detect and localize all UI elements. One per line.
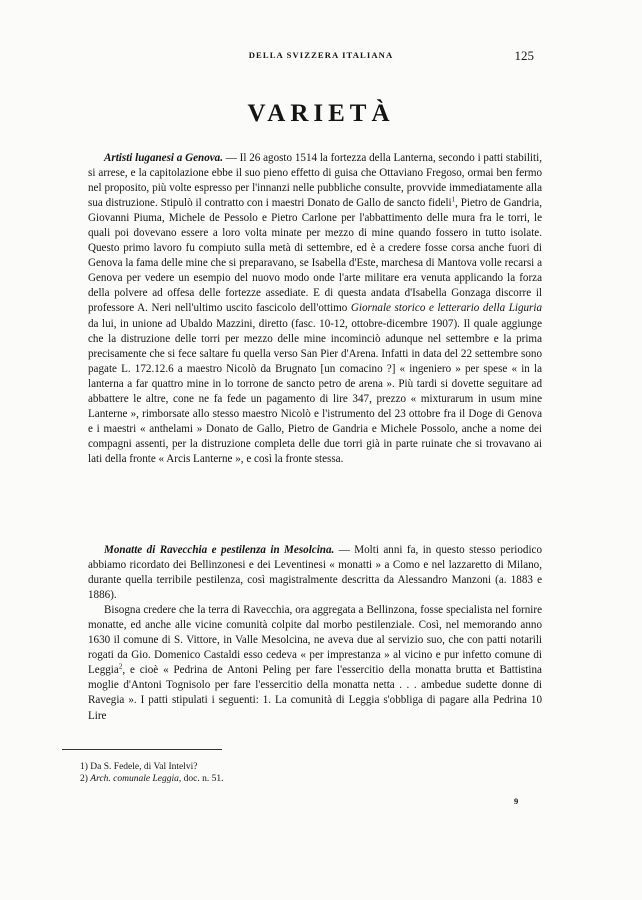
footnote-ref: 2 [118,662,123,671]
footnote-divider [62,749,222,750]
running-title: DELLA SVIZZERA ITALIANA [248,50,394,60]
printer-signature: 9 [514,796,519,806]
footnote-ref: 1 [451,195,456,204]
footnote-source: Arch. comunale Leggia [90,774,179,784]
article-paragraph [88,603,542,723]
article-text: — Molti anni fa, in questo stesso periodico abbiamo ricordato dei Bellinzonesi e dei Leventinesi « monatti » a Como e nel lazzaretto di Milano, durante quella terribile pestilenza, così magistralmente descritta da Alessandro Manzoni (a. 1883 e 1886). [88,544,542,602]
footnote-1 [80,761,223,773]
footnote-2 [80,773,223,785]
article-paragraph [88,151,542,467]
article-title: Artisti luganesi a Genova. [104,152,223,164]
running-head [0,50,642,66]
section-title: VARIETÀ [247,100,395,127]
article-text: Bisogna credere che la terra di Ravecchia, ora aggregata a Bellinzona, fosse specialista nel fornire monatte, ed anche alle vicine comunità colpite dal morbo pestilenziale. Così, nel memorando anno 1630 il comune di S. Vittore, in Valle Mesolcina, ne aveva due al servizio suo, che con patti notarili rogati da Gio. Domenico Castaldi esso cedeva « per imprestanza » al vicino e pur infetto comune di Leggia [88,604,542,677]
footnotes [80,761,223,785]
article-paragraph [88,543,542,603]
footnote-text: , doc. n. 51. [178,774,224,784]
footnote-mark: 1) [80,762,88,772]
article-artisti-luganesi [88,151,542,467]
article-monatte-ravecchia [88,543,542,724]
article-text: , Pietro de Gandria, Giovanni Piuma, Michele de Pessolo e Pietro Carlone per l'abbattimento delle mura fra le torri, le quali poi dovevano essere a loro volta minate per mezzo di mine quando fossero in tutto isolate. Questo primo lavoro fu compiuto sulla metà di settembre, ed è a credere fosse corsa anche fuori di Genova la fama delle mine che si preparavano, se Isabella d'Este, marchesa di Mantova volle recarsi a Genova per vedere un esempio del nuovo modo onde l'arte militare era venuta applicando la forza della polvere ad offesa delle fortezze assediate. E di questa andata d'Isabella Gonzaga discorre il professore A. Neri nell'ultimo uscito fascicolo dell'ottimo [88,197,542,315]
article-title: Monatte di Ravecchia e pestilenza in Mesolcina. [104,544,335,556]
page-number: 125 [514,48,534,63]
article-text: , e cioè « Pedrina de Antoni Peling per fare l'essercitio della monatta brutta et Battistina moglie d'Antoni Tognisolo per fare l'essercitio della monatta netta . . . ambedue sudette donne di Ravegia ». I patti stipulati i seguenti: 1. La comunità di Leggia s'obbliga di pagare alla Pedrina 10 Lire [88,664,542,722]
article-text: da lui, in unione ad Ubaldo Mazzini, diretto (fasc. 10-12, ottobre-dicembre 1907). Il quale aggiunge che la distruzione delle torri per mezzo delle mine incominciò adunque nel settembre e la prima precisamente che si fece saltare fu quella verso San Pier d'Arena. Infatti in data del 22 settembre sono pagate L. 172.12.6 a maestro Nicolò da Brugnato [un comacino ?] « ingeniero » per spese « in la lanterna a far quattro mine in lo torrone de sancto petro de arena ». Più tardi si dovette seguitare ad abbattere le altre, cone ne fa fede un pagamento di lire 347, prezzo « mixturarum in usum mine Lanterne », rimborsate allo stesso maestro Nicolò e l'istrumento del 23 ottobre fra il Doge di Genova e i maestri « anthelami » Donato de Gallo, Pietro de Gandria e Michele Possolo, anche a nome dei compagni assenti, per la distruzione completa delle due torri già in parte ruinate che si trovavano ai lati della fronte « Arcis Lanterne », e così la fronte stessa. [88,317,542,465]
journal-title: Giornale storico e letterario della Liguria [350,302,542,315]
article-text: — Il 26 agosto 1514 la fortezza della Lanterna, secondo i patti stabiliti, si arrese, e la capitolazione ebbe il suo pieno effetto di guisa che Ottaviano Fregoso, ormai ben fermo nel proposito, più volte espresso per l'innanzi nelle pubbliche consulte, provvide immediatamente alla sua distruzione. Stipulò il contratto con i maestri Donato de Gallo de sancto fideli [88,152,542,210]
footnote-text: Da S. Fedele, di Val Intelvi? [90,762,198,772]
footnote-mark: 2) [80,774,88,784]
